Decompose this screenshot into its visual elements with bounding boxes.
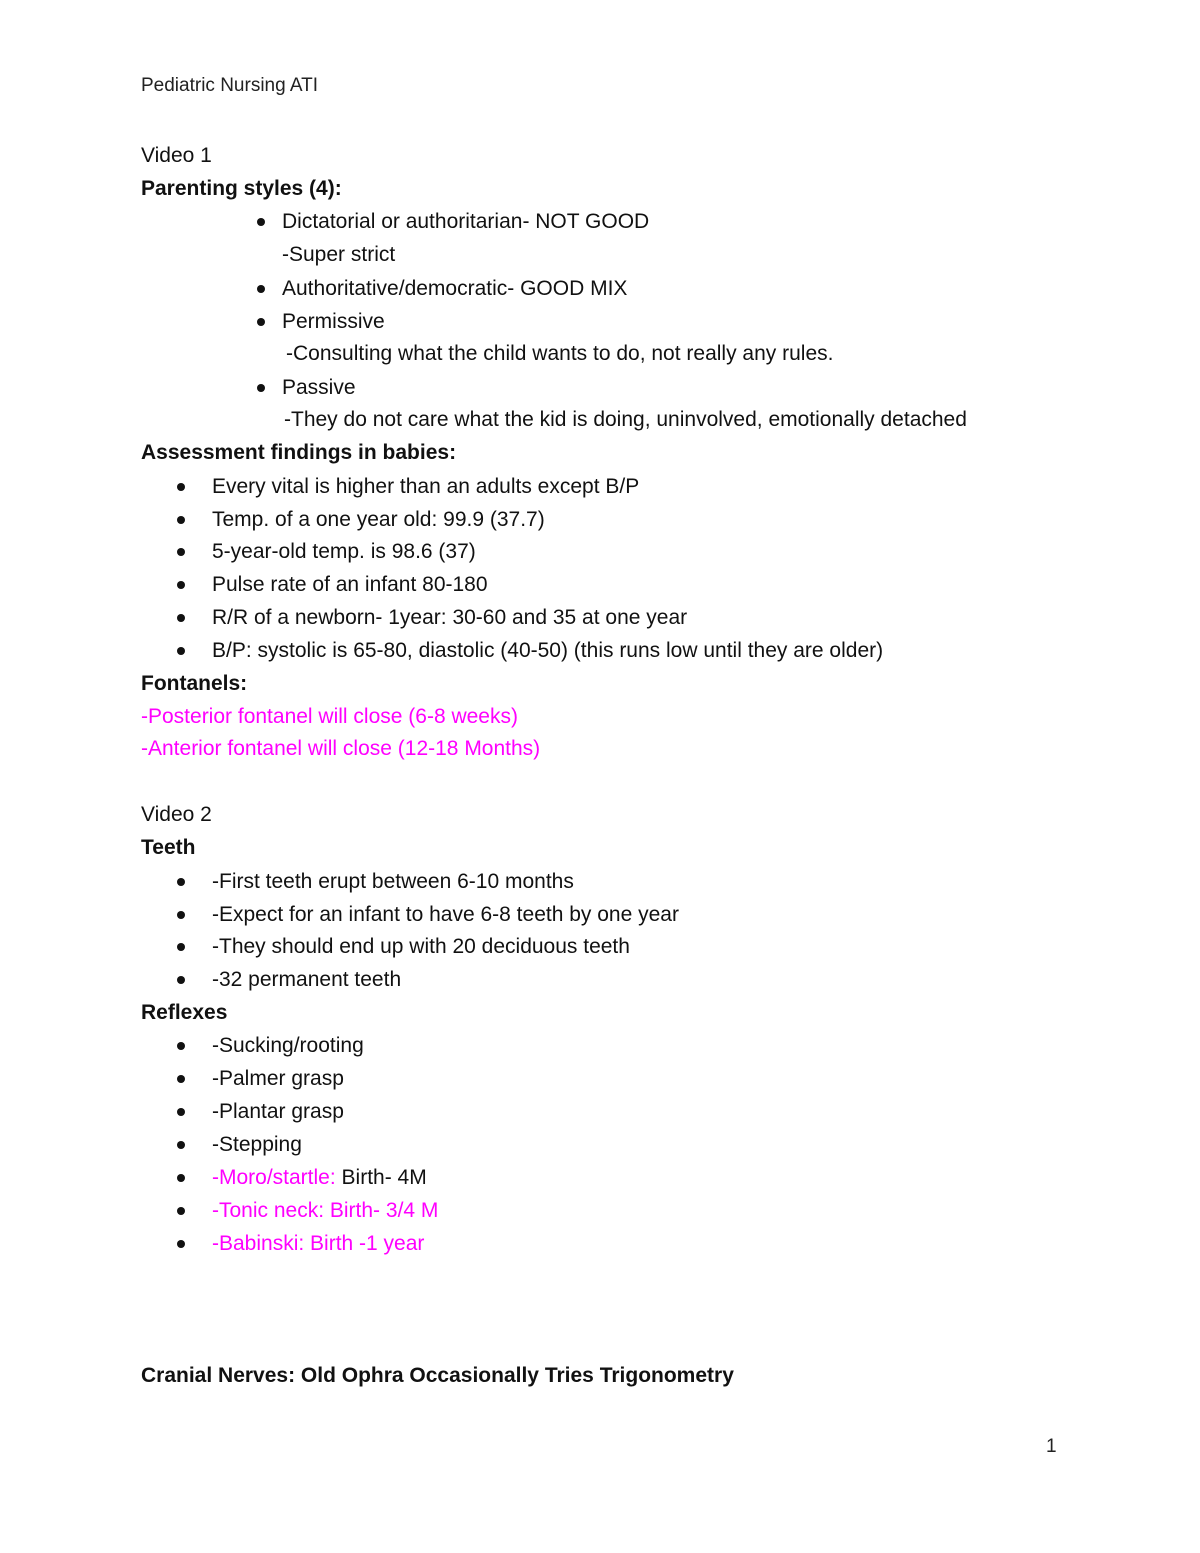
assessment-item: Pulse rate of an infant 80-180 (212, 573, 488, 596)
reflex-highlight: -Moro/startle: (212, 1166, 336, 1189)
bullet-icon (177, 976, 185, 984)
assessment-item: Every vital is higher than an adults except B/P (212, 475, 640, 498)
bullet-icon (177, 1042, 185, 1050)
bullet-icon (257, 318, 265, 326)
fontanels-heading: Fontanels: (141, 672, 248, 695)
reflex-item: -Sucking/rooting (212, 1034, 364, 1057)
bullet-icon (177, 1108, 185, 1116)
assessment-item: 5-year-old temp. is 98.6 (37) (212, 540, 476, 563)
assessment-item: B/P: systolic is 65-80, diastolic (40-50) (this runs low until they are older) (212, 639, 884, 662)
bullet-icon (177, 483, 185, 491)
assessment-item: Temp. of a one year old: 99.9 (37.7) (212, 508, 545, 531)
teeth-item: -Expect for an infant to have 6-8 teeth by one year (212, 903, 679, 926)
teeth-heading: Teeth (141, 836, 196, 859)
bullet-icon (177, 943, 185, 951)
reflex-age-range: Birth- 4M (335, 1166, 427, 1189)
assessment-item: R/R of a newborn- 1year: 30-60 and 35 at one year (212, 606, 688, 629)
reflex-item: -Plantar grasp (212, 1100, 344, 1123)
bullet-icon (177, 548, 185, 556)
bullet-icon (177, 878, 185, 886)
bullet-icon (177, 1141, 185, 1149)
reflex-item-moro (212, 1164, 427, 1192)
parenting-style-note: -Super strict (282, 243, 396, 266)
parenting-styles-heading: Parenting styles (4): (141, 177, 342, 200)
reflexes-heading: Reflexes (141, 1001, 228, 1024)
bullet-icon (177, 1240, 185, 1248)
teeth-item: -32 permanent teeth (212, 968, 402, 991)
bullet-icon (257, 218, 265, 226)
reflex-item: -Palmer grasp (212, 1067, 344, 1090)
bullet-icon (177, 911, 185, 919)
assessment-heading: Assessment findings in babies: (141, 441, 457, 464)
page-header: Pediatric Nursing ATI (141, 75, 319, 96)
bullet-icon (177, 1075, 185, 1083)
reflex-item-highlight: -Babinski: Birth -1 year (212, 1232, 425, 1255)
video-2-title: Video 2 (141, 803, 212, 826)
parenting-style-item: Dictatorial or authoritarian- NOT GOOD (282, 210, 650, 233)
teeth-item: -First teeth erupt between 6-10 months (212, 870, 574, 893)
reflex-item-highlight: -Tonic neck: Birth- 3/4 M (212, 1199, 439, 1222)
bullet-icon (177, 647, 185, 655)
parenting-style-item: Permissive (282, 310, 385, 333)
video-1-title: Video 1 (141, 144, 212, 167)
bullet-icon (177, 581, 185, 589)
page-number: 1 (1046, 1436, 1057, 1457)
parenting-style-note: -They do not care what the kid is doing, uninvolved, emotionally detached (284, 408, 967, 431)
cranial-nerves-heading: Cranial Nerves: Old Ophra Occasionally Tries Trigonometry (141, 1364, 734, 1387)
bullet-icon (257, 285, 265, 293)
bullet-icon (177, 1174, 185, 1182)
teeth-item: -They should end up with 20 deciduous teeth (212, 935, 630, 958)
parenting-style-note: -Consulting what the child wants to do, not really any rules. (286, 342, 834, 365)
parenting-style-item: Passive (282, 376, 356, 399)
reflex-item: -Stepping (212, 1133, 302, 1156)
parenting-style-item: Authoritative/democratic- GOOD MIX (282, 277, 628, 300)
bullet-icon (177, 614, 185, 622)
bullet-icon (177, 516, 185, 524)
fontanel-line: -Posterior fontanel will close (6-8 weeks) (141, 705, 518, 728)
bullet-icon (257, 384, 265, 392)
bullet-icon (177, 1207, 185, 1215)
fontanel-line: -Anterior fontanel will close (12-18 Months) (141, 737, 541, 760)
